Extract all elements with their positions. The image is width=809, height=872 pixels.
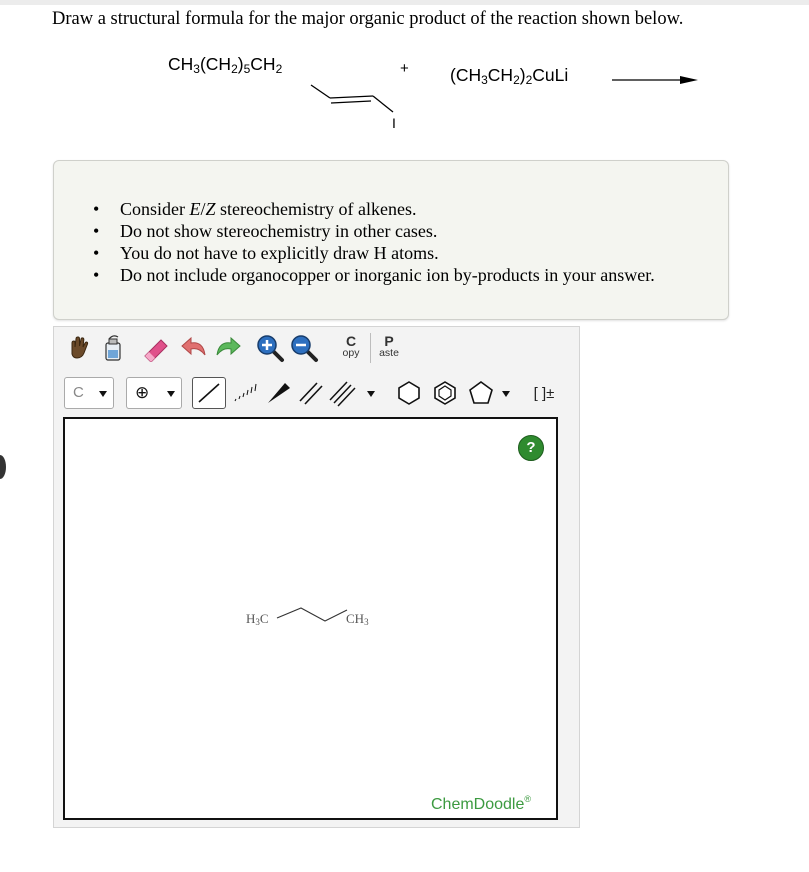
hint-item: • You do not have to explicitly draw H atoms. [120, 242, 655, 264]
hashed-bond-icon[interactable] [230, 379, 262, 407]
chemdoodle-logo: ChemDoodle® [431, 794, 532, 813]
triple-bond-icon[interactable] [326, 379, 358, 407]
bond-menu-chevron-icon[interactable] [367, 391, 375, 397]
charge-select[interactable] [126, 377, 182, 409]
toolbar-divider [370, 333, 371, 363]
reagent-formula: $(CH_3CH_2)_2CuLi$ [450, 65, 569, 87]
left-edge-tab [0, 455, 6, 479]
hint-list [120, 198, 655, 286]
zoom-in-icon[interactable] [254, 333, 286, 363]
hand-icon[interactable] [64, 333, 94, 363]
element-select[interactable] [64, 377, 114, 409]
plus-sign: + [400, 60, 409, 77]
copy-button[interactable]: C opy [342, 333, 360, 359]
atom-label-h3c[interactable]: $H_3C$ [246, 611, 269, 627]
chevron-down-icon [99, 391, 107, 397]
paste-button[interactable]: P aste [379, 333, 399, 359]
cyclohexane-icon[interactable] [392, 377, 426, 409]
chemdoodle-editor [53, 326, 580, 828]
molecule-skeleton[interactable] [65, 419, 556, 818]
clear-icon[interactable] [98, 333, 128, 363]
wedge-bond-icon[interactable] [262, 379, 294, 407]
reactant-formula: $CH_3(CH_2)_5CH_2$ [168, 54, 283, 76]
atom-label-ch3[interactable]: $CH_3$ [346, 611, 369, 627]
drawing-canvas[interactable] [63, 417, 558, 820]
redo-icon[interactable] [212, 333, 244, 363]
hint-item: • Consider E/Z stereochemistry of alkenes. [120, 198, 655, 220]
hint-item: • Do not include organocopper or inorganic ion by-products in your answer. [120, 264, 655, 286]
single-bond-tool[interactable] [192, 377, 226, 409]
hint-item: • Do not show stereochemistry in other cases. [120, 220, 655, 242]
top-strip [0, 0, 809, 5]
question-text: Draw a structural formula for the major organic product of the reaction shown below. [52, 9, 684, 29]
eraser-icon[interactable] [138, 333, 172, 363]
reactant-skeleton [0, 40, 809, 140]
ring-menu-chevron-icon[interactable] [502, 391, 510, 397]
element-label: C [73, 384, 84, 401]
bracket-charge-tool[interactable]: [ ]± [533, 384, 555, 402]
reaction-scheme [0, 40, 809, 140]
cyclopentane-icon[interactable] [464, 377, 498, 409]
iodine-label: I [392, 115, 396, 131]
charge-plus-icon: ⊕ [135, 383, 150, 402]
zoom-out-icon[interactable] [288, 333, 320, 363]
help-button[interactable]: ? [518, 435, 544, 461]
undo-icon[interactable] [178, 333, 210, 363]
chevron-down-icon [167, 391, 175, 397]
double-bond-icon[interactable] [294, 379, 326, 407]
hint-box [53, 160, 729, 320]
benzene-icon[interactable] [428, 377, 462, 409]
